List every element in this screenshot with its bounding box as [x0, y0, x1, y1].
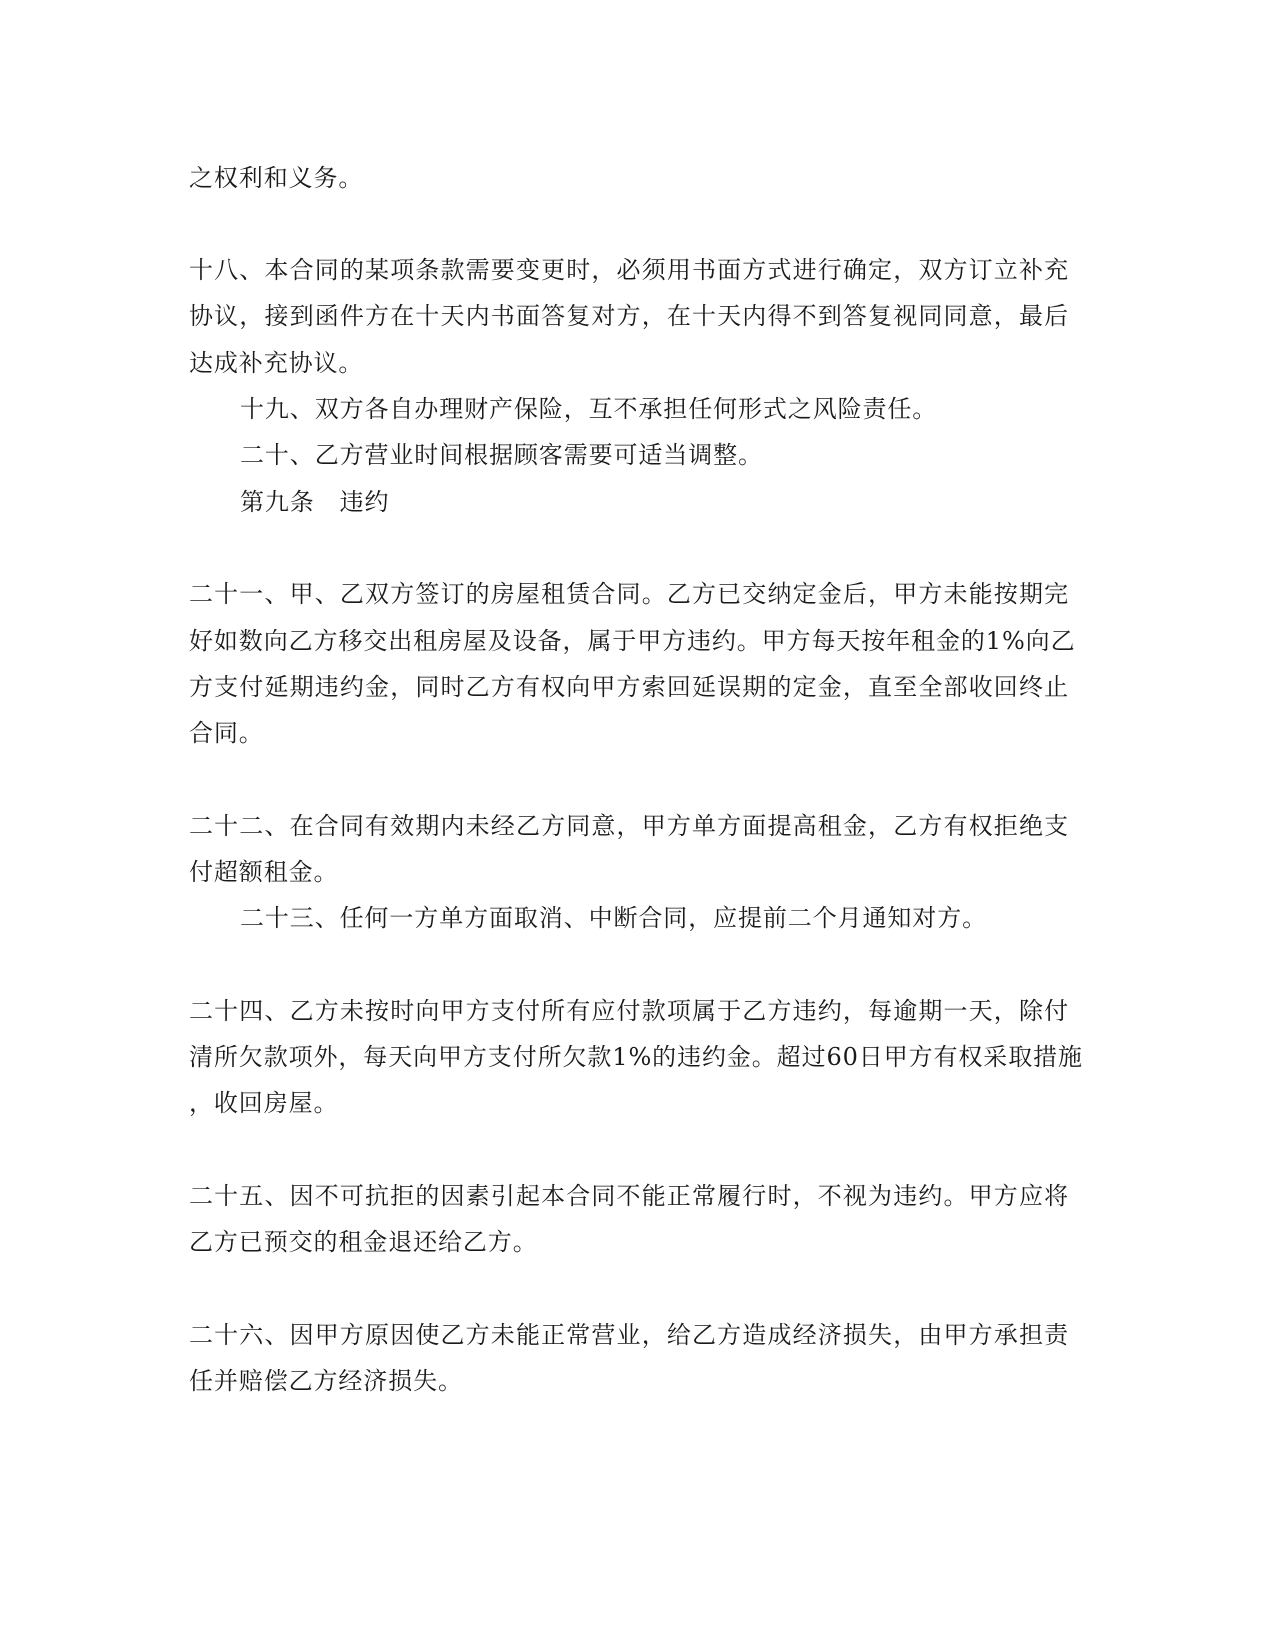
- clause-19: 十九、双方各自办理财产保险，互不承担任何形式之风险责任。: [240, 395, 938, 423]
- clause-25-line-2: 乙方已预交的租金退还给乙方。: [189, 1228, 538, 1256]
- clause-26-line-1: 二十六、因甲方原因使乙方未能正常营业，给乙方造成经济损失，由甲方承担责: [189, 1321, 1069, 1349]
- clause-24-line-1: 二十四、乙方未按时向甲方支付所有应付款项属于乙方违约，每逾期一天，除付: [189, 997, 1069, 1025]
- clause-18-line-1: 十八、本合同的某项条款需要变更时，必须用书面方式进行确定，双方订立补充: [189, 256, 1069, 284]
- clause-21-line-1: 二十一、甲、乙双方签订的房屋租赁合同。乙方已交纳定金后，甲方未能按期完: [189, 580, 1069, 608]
- clause-23: 二十三、任何一方单方面取消、中断合同，应提前二个月通知对方。: [240, 904, 987, 932]
- clause-21-line-2: 好如数向乙方移交出租房屋及设备，属于甲方违约。甲方每天按年租金的1%向乙: [189, 627, 1076, 655]
- clause-20: 二十、乙方营业时间根据顾客需要可适当调整。: [240, 441, 763, 469]
- clause-24-line-3: ，收回房屋。: [189, 1089, 339, 1117]
- clause-18-line-3: 达成补充协议。: [189, 349, 364, 377]
- article-9-heading: 第九条 违约: [240, 488, 390, 516]
- clause-21-line-4: 合同。: [189, 719, 264, 747]
- clause-18-line-2: 协议，接到函件方在十天内书面答复对方，在十天内得不到答复视同同意，最后: [189, 302, 1069, 330]
- clause-22-line-1: 二十二、在合同有效期内未经乙方同意，甲方单方面提高租金，乙方有权拒绝支: [189, 812, 1069, 840]
- clause-22-line-2: 付超额租金。: [189, 858, 339, 886]
- clause-21-line-3: 方支付延期违约金，同时乙方有权向甲方索回延误期的定金，直至全部收回终止: [189, 673, 1069, 701]
- clause-24-line-2: 清所欠款项外，每天向甲方支付所欠款1%的违约金。超过60日甲方有权采取措施: [189, 1043, 1083, 1071]
- clause-26-line-2: 任并赔偿乙方经济损失。: [189, 1367, 463, 1395]
- clause-25-line-1: 二十五、因不可抗拒的因素引起本合同不能正常履行时，不视为违约。甲方应将: [189, 1182, 1069, 1210]
- text-line: 之权利和义务。: [189, 164, 364, 192]
